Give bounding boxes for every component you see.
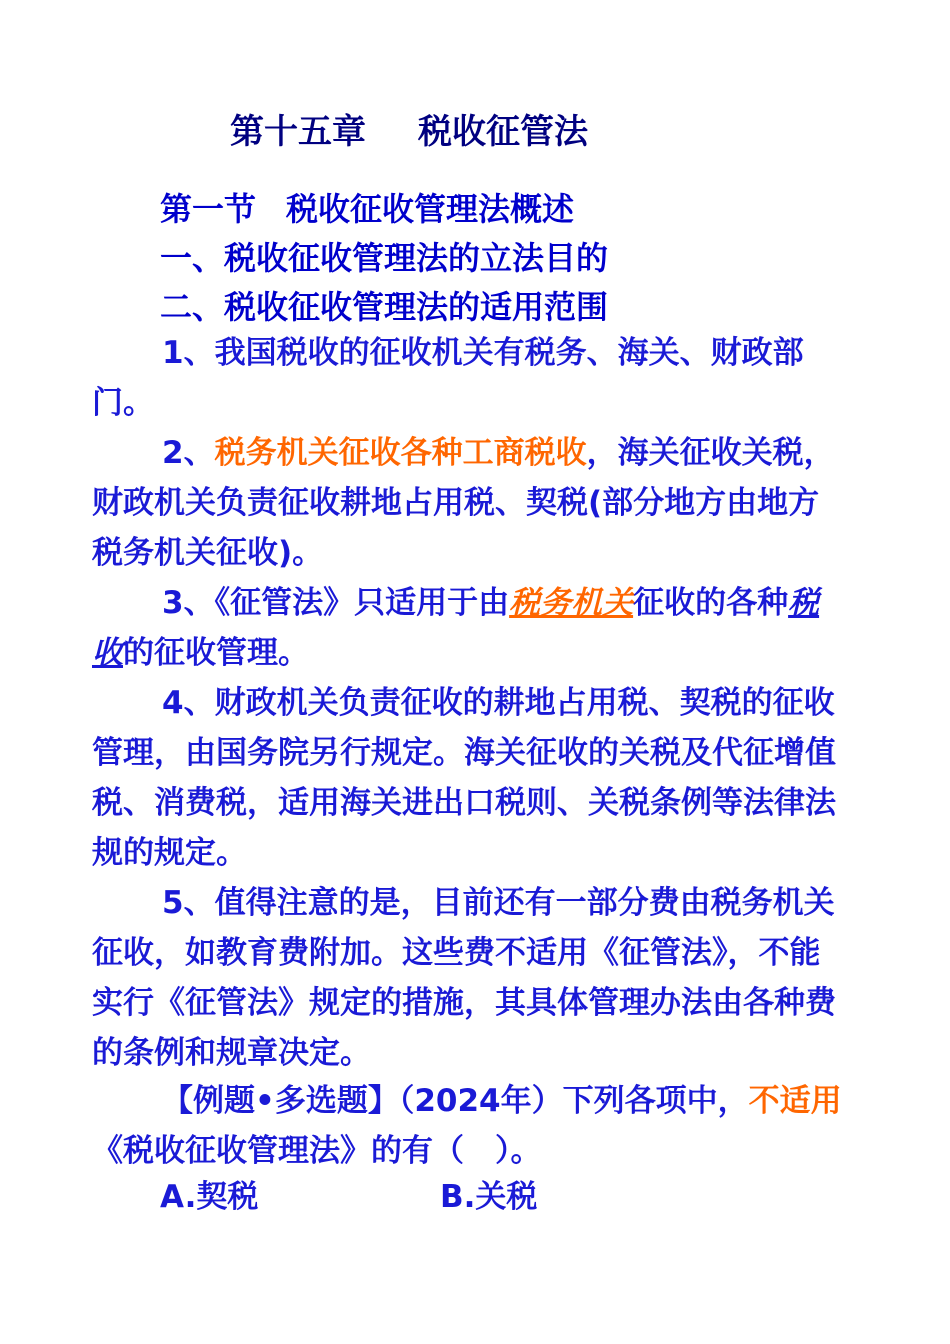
p3-emph: 税收 xyxy=(92,585,820,671)
answer-options xyxy=(160,1172,538,1222)
paragraph-4: 4、财政机关负责征收的耕地占用税、契税的征收管理，由国务院另行规定。海关征收的关税及代征增值税、消费税，适用海关进出口税则、关税条例等法律法规的规定。 xyxy=(92,685,836,871)
paragraph-3 xyxy=(92,578,850,678)
option-a: A.契税 xyxy=(160,1179,259,1215)
section-heading xyxy=(160,184,574,230)
subheading-scope: 二、税收征收管理法的适用范围 xyxy=(160,288,609,326)
example-prefix: 【例题•多选题】（2024年）下列各项中， xyxy=(162,1083,749,1119)
paragraph-5: 5、值得注意的是，目前还有一部分费由税务机关征收，如教育费附加。这些费不适用《征管法》，不能实行《征管法》规定的措施，其具体管理办法由各种费的条例和规章决定。 xyxy=(92,885,836,1071)
example-rest: 《税收征收管理法》的有（ ）。 xyxy=(92,1133,542,1169)
section-title: 税收征收管理法概述 xyxy=(286,190,575,228)
paragraph-2 xyxy=(92,428,850,578)
paragraph-1: 1、我国税收的征收机关有税务、海关、财政部门。 xyxy=(92,335,804,421)
chapter-name: 税收征管法 xyxy=(418,112,588,152)
p2-prefix: 2、 xyxy=(162,435,215,471)
p3-rest: 的征收管理。 xyxy=(123,635,309,671)
p3-highlight: 税务机关 xyxy=(509,585,634,621)
subheading-purpose: 一、税收征收管理法的立法目的 xyxy=(160,239,609,277)
p3-mid: 征收的各种 xyxy=(633,585,789,621)
section-label: 第一节 xyxy=(160,190,257,228)
option-b: B.关税 xyxy=(440,1179,538,1215)
p3-prefix: 3、《征管法》只适用于由 xyxy=(162,585,510,621)
p2-highlight: 税务机关征收各种工商税收 xyxy=(214,435,587,471)
example-highlight: 不适用 xyxy=(748,1083,842,1119)
p2-rest: ，海关征收关税，财政机关负责征收耕地占用税、契税(部分地方由地方税务机关征收)。 xyxy=(92,435,835,571)
example-question xyxy=(92,1076,850,1176)
chapter-number: 第十五章 xyxy=(230,112,366,152)
chapter-title xyxy=(230,104,588,153)
